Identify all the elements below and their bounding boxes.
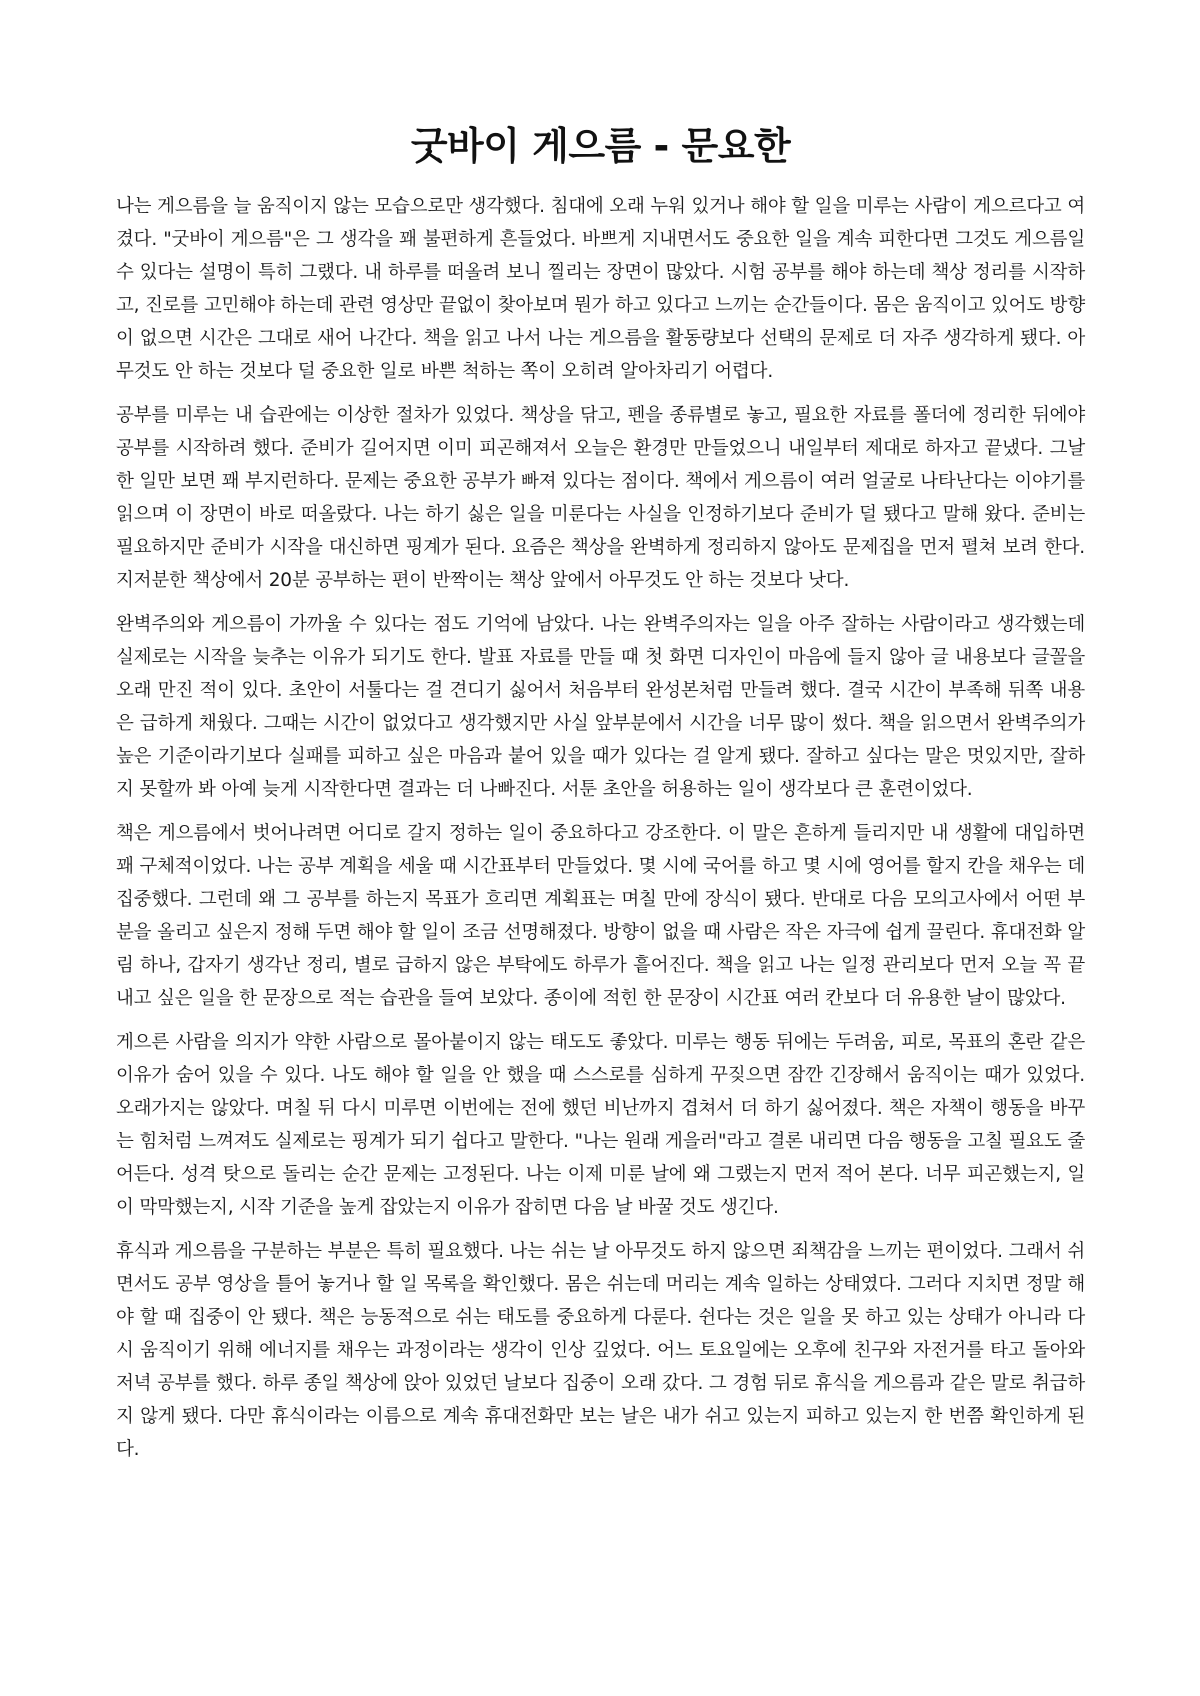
paragraph: 게으른 사람을 의지가 약한 사람으로 몰아붙이지 않는 태도도 좋았다. 미루는 행동 뒤에는 두려움, 피로, 목표의 혼란 같은 이유가 숨어 있을 수 있다. 나도 해야 할 일을 안 했을 때 스스로를 심하게 꾸짖으면 잠깐 긴장해서 움직이는 때가 있었다. 오래가지는 않았다. 며칠 뒤 다시 미루면 이번에는 전에 했던 비난까지 겹쳐서 더 하기 싫어졌다. 책은 자책이 행동을 바꾸는 힘처럼 느껴져도 실제로는 핑계가 되기 쉽다고 말한다. "나는 원래 게을러"라고 결론 내리면 다음 행동을 고칠 필요도 줄어든다. 성격 탓으로 돌리는 순간 문제는 고정된다. 나는 이제 미룬 날에 왜 그랬는지 먼저 적어 본다. 너무 피곤했는지, 일이 막막했는지, 시작 기준을 높게 잡았는지 이유가 잡히면 다음 날 바꿀 것도 생긴다. bbox=[116, 1032, 1085, 1218]
paragraph: 완벽주의와 게으름이 가까울 수 있다는 점도 기억에 남았다. 나는 완벽주의자는 일을 아주 잘하는 사람이라고 생각했는데 실제로는 시작을 늦추는 이유가 되기도 한다. 발표 자료를 만들 때 첫 화면 디자인이 마음에 들지 않아 글 내용보다 글꼴을 오래 만진 적이 있다. 초안이 서툴다는 걸 견디기 싫어서 처음부터 완성본처럼 만들려 했다. 결국 시간이 부족해 뒤쪽 내용은 급하게 채웠다. 그때는 시간이 없었다고 생각했지만 사실 앞부분에서 시간을 너무 많이 썼다. 책을 읽으면서 완벽주의가 높은 기준이라기보다 실패를 피하고 싶은 마음과 붙어 있을 때가 있다는 걸 알게 됐다. 잘하고 싶다는 말은 멋있지만, 잘하지 못할까 봐 아예 늦게 시작한다면 결과는 더 나빠진다. 서툰 초안을 허용하는 일이 생각보다 큰 훈련이었다. bbox=[116, 614, 1085, 800]
document-title: 굿바이 게으름 - 문요한 bbox=[410, 124, 791, 168]
paragraph: 책은 게으름에서 벗어나려면 어디로 갈지 정하는 일이 중요하다고 강조한다. 이 말은 흔하게 들리지만 내 생활에 대입하면 꽤 구체적이었다. 나는 공부 계획을 세울 때 시간표부터 만들었다. 몇 시에 국어를 하고 몇 시에 영어를 할지 칸을 채우는 데 집중했다. 그런데 왜 그 공부를 하는지 목표가 흐리면 계획표는 며칠 만에 장식이 됐다. 반대로 다음 모의고사에서 어떤 부분을 올리고 싶은지 정해 두면 해야 할 일이 조금 선명해졌다. 방향이 없을 때 사람은 작은 자극에 쉽게 끌린다. 휴대전화 알림 하나, 갑자기 생각난 정리, 별로 급하지 않은 부탁에도 하루가 흩어진다. 책을 읽고 나는 일정 관리보다 먼저 오늘 꼭 끝내고 싶은 일을 한 문장으로 적는 습관을 들여 보았다. 종이에 적힌 한 문장이 시간표 여러 칸보다 더 유용한 날이 많았다. bbox=[116, 823, 1085, 1009]
paragraph: 공부를 미루는 내 습관에는 이상한 절차가 있었다. 책상을 닦고, 펜을 종류별로 놓고, 필요한 자료를 폴더에 정리한 뒤에야 공부를 시작하려 했다. 준비가 길어지면 이미 피곤해져서 오늘은 환경만 만들었으니 내일부터 제대로 하자고 끝냈다. 그날 한 일만 보면 꽤 부지런하다. 문제는 중요한 공부가 빠져 있다는 점이다. 책에서 게으름이 여러 얼굴로 나타난다는 이야기를 읽으며 이 장면이 바로 떠올랐다. 나는 하기 싫은 일을 미룬다는 사실을 인정하기보다 준비가 덜 됐다고 말해 왔다. 준비는 필요하지만 준비가 시작을 대신하면 핑계가 된다. 요즘은 책상을 완벽하게 정리하지 않아도 문제집을 먼저 펼쳐 보려 한다. 지저분한 책상에서 20분 공부하는 편이 반짝이는 책상 앞에서 아무것도 안 하는 것보다 낫다. bbox=[116, 405, 1085, 591]
paragraph: 나는 게으름을 늘 움직이지 않는 모습으로만 생각했다. 침대에 오래 누워 있거나 해야 할 일을 미루는 사람이 게으르다고 여겼다. "굿바이 게으름"은 그 생각을 꽤 불편하게 흔들었다. 바쁘게 지내면서도 중요한 일을 계속 피한다면 그것도 게으름일 수 있다는 설명이 특히 그랬다. 내 하루를 떠올려 보니 찔리는 장면이 많았다. 시험 공부를 해야 하는데 책상 정리를 시작하고, 진로를 고민해야 하는데 관련 영상만 끝없이 찾아보며 뭔가 하고 있다고 느끼는 순간들이다. 몸은 움직이고 있어도 방향이 없으면 시간은 그대로 새어 나간다. 책을 읽고 나서 나는 게으름을 활동량보다 선택의 문제로 더 자주 생각하게 됐다. 아무것도 안 하는 것보다 덜 중요한 일로 바쁜 척하는 쪽이 오히려 알아차리기 어렵다. bbox=[116, 196, 1085, 382]
paragraph: 휴식과 게으름을 구분하는 부분은 특히 필요했다. 나는 쉬는 날 아무것도 하지 않으면 죄책감을 느끼는 편이었다. 그래서 쉬면서도 공부 영상을 틀어 놓거나 할 일 목록을 확인했다. 몸은 쉬는데 머리는 계속 일하는 상태였다. 그러다 지치면 정말 해야 할 때 집중이 안 됐다. 책은 능동적으로 쉬는 태도를 중요하게 다룬다. 쉰다는 것은 일을 못 하고 있는 상태가 아니라 다시 움직이기 위해 에너지를 채우는 과정이라는 생각이 인상 깊었다. 어느 토요일에는 오후에 친구와 자전거를 타고 돌아와 저녁 공부를 했다. 하루 종일 책상에 앉아 있었던 날보다 집중이 오래 갔다. 그 경험 뒤로 휴식을 게으름과 같은 말로 취급하지 않게 됐다. 다만 휴식이라는 이름으로 계속 휴대전화만 보는 날은 내가 쉬고 있는지 피하고 있는지 한 번쯤 확인하게 된다. bbox=[116, 1241, 1085, 1460]
